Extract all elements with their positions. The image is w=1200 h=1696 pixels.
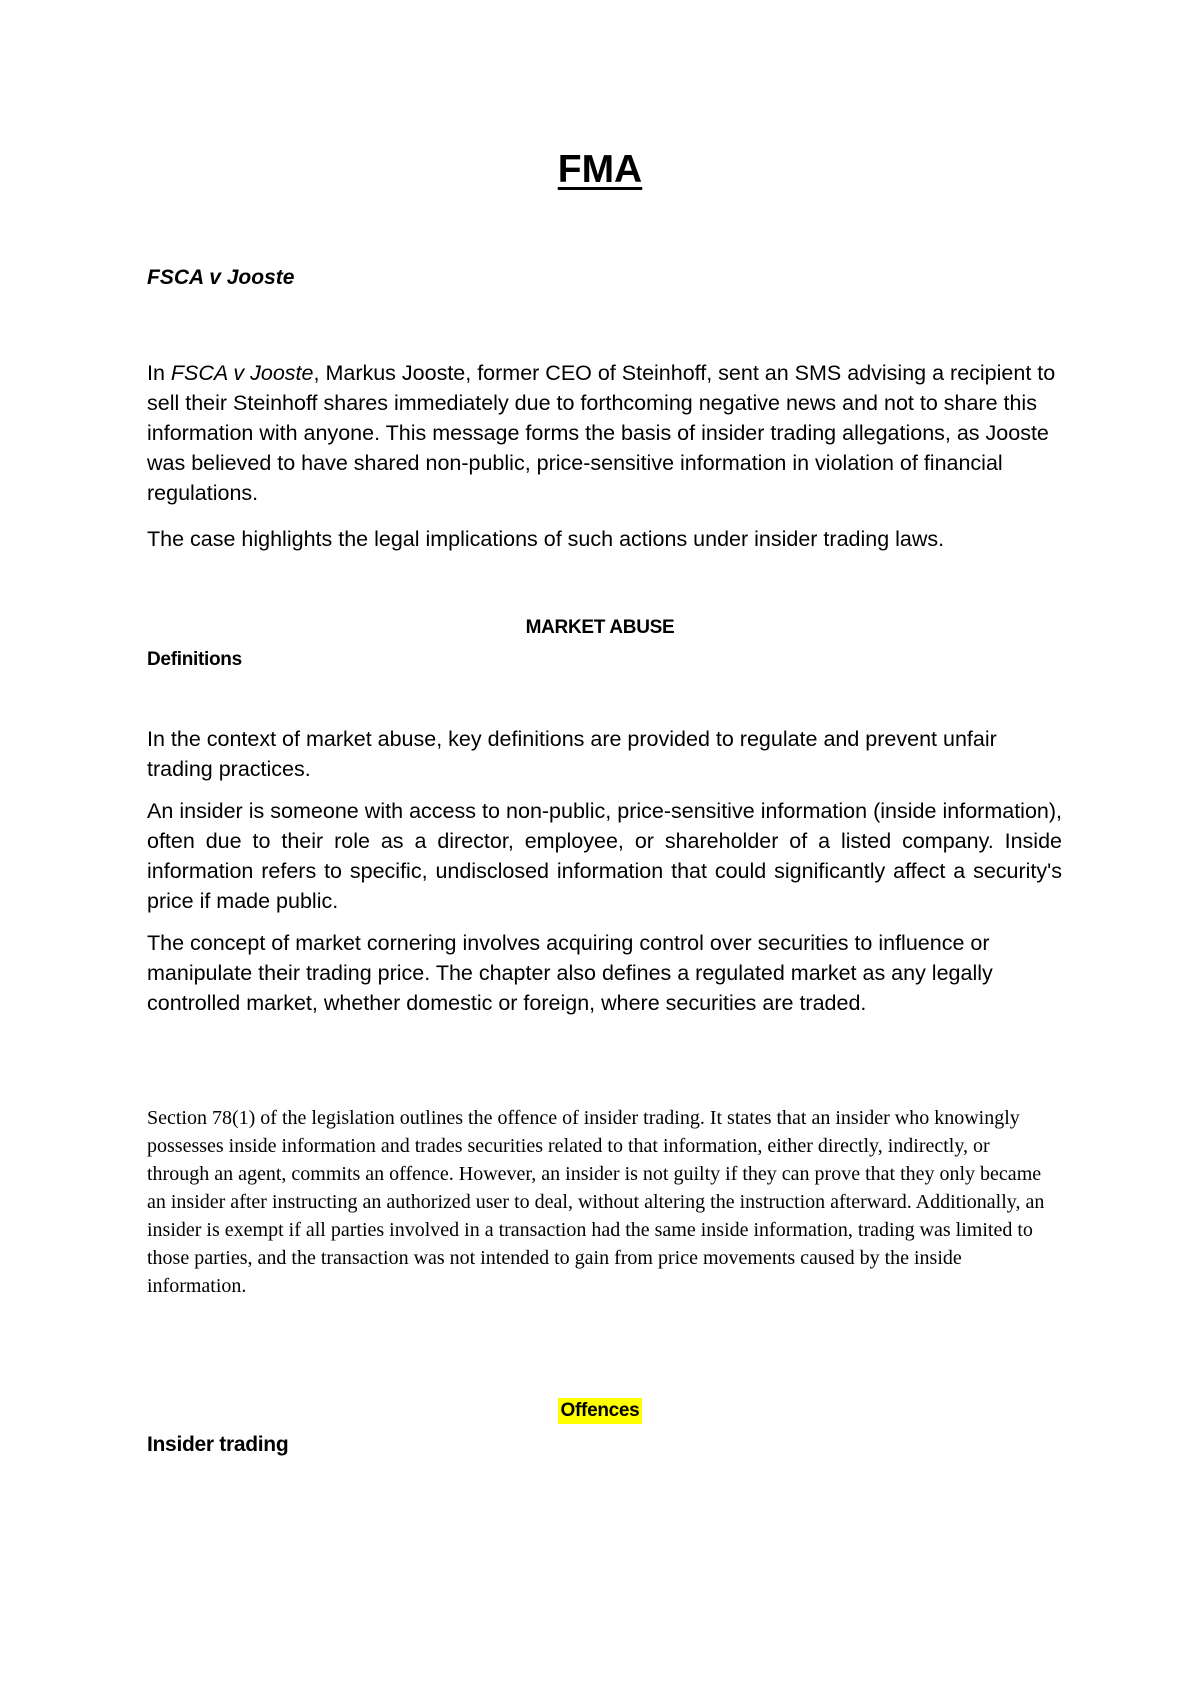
case-paragraph-rest: , Markus Jooste, former CEO of Steinhoff, sent an SMS advising a recipient to sell their Steinhoff shares immediately due to forthcoming negative news and not to share this information with anyone. This message forms the basis of insider trading allegations, as Jooste was believed to have shared non-public, price-sensitive information in violation of financial regulations. (147, 361, 1056, 505)
section-78-paragraph: Section 78(1) of the legislation outlines the offence of insider trading. It states that an insider who knowingly possesses inside information and trades securities related to that information, either directly, indirectly, or through an agent, commits an offence. However, an insider is not guilty if they can prove that they only became an insider after instructing an authorized user to deal, without altering the instruction afterward. Additionally, an insider is exempt if all parties involved in a transaction had the same inside information, trading was limited to those parties, and the transaction was not intended to gain from price movements caused by the inside information. (147, 1107, 1045, 1297)
definitions-paragraph-market-cornering: The concept of market cornering involves acquiring control over securities to influence or manipulate their trading price. The chapter also defines a regulated market as any legally controlled market, whether domestic or foreign, where securities are traded. (147, 931, 993, 1015)
case-summary-section (147, 358, 1062, 520)
definitions-section (147, 724, 1062, 1030)
case-paragraph (147, 358, 1062, 508)
case-conclusion: The case highlights the legal implications of such actions under insider trading laws. (147, 527, 945, 551)
offences-heading: Offences (558, 1398, 643, 1424)
definitions-paragraph-intro: In the context of market abuse, key definitions are provided to regulate and prevent unfair trading practices. (147, 727, 997, 781)
insider-trading-heading: Insider trading (147, 1433, 289, 1456)
definitions-heading: Definitions (147, 649, 242, 670)
market-abuse-heading: MARKET ABUSE (525, 617, 675, 638)
case-name-inline: FSCA v Jooste (170, 361, 314, 385)
case-conclusion-section (147, 524, 1062, 566)
case-heading: FSCA v Jooste (147, 266, 295, 289)
definitions-paragraph-insider: An insider is someone with access to non-public, price-sensitive information (inside information), often due to their role as a director, employee, or shareholder of a listed company. Inside information refers to specific, undisclosed information that could significantly affect a security's price if made public. (147, 799, 1062, 913)
case-paragraph-lead: In (147, 361, 171, 385)
document-title: FMA (557, 148, 643, 191)
offences-heading-wrap (0, 1398, 1200, 1424)
